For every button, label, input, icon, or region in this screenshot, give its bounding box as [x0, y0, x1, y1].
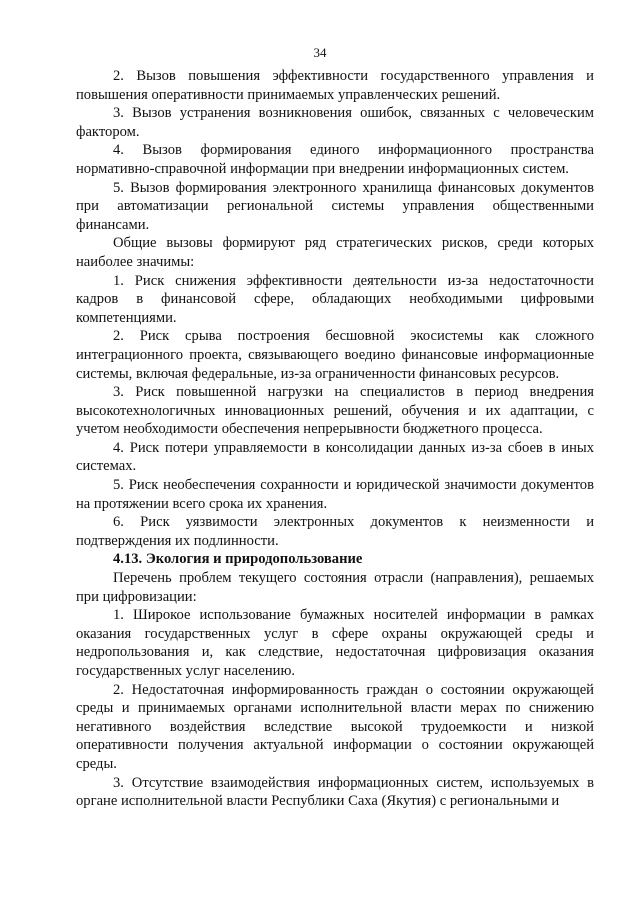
paragraph: 4. Риск потери управляемости в консолидации данных из-за сбоев в иных системах.: [76, 439, 594, 475]
paragraph: 2. Недостаточная информированность граждан о состоянии окружающей среды и принимаемых органами исполнительной власти мерах по снижению негативного воздействия вследствие высокой трудоемкости и низкой оперативности получения актуальной информации о состоянии окружающей среды.: [76, 681, 594, 772]
paragraph: Общие вызовы формируют ряд стратегических рисков, среди которых наиболее значимы:: [76, 235, 594, 270]
paragraph: 3. Отсутствие взаимодействия информационных систем, используемых в органе исполнительной власти Республики Саха (Якутия) с региональными и: [76, 774, 594, 810]
paragraph: 3. Риск повышенной нагрузки на специалистов в период внедрения высокотехнологичных инновационных решений, обучения и их адаптации, с учетом необходимости обеспечения непрерывности бюджетного процесса.: [76, 384, 594, 438]
paragraph: 6. Риск уязвимости электронных документов к неизменности и подтверждения их подлинности.: [76, 514, 594, 549]
paragraph: 1. Широкое использование бумажных носителей информации в рамках оказания государственных услуг в сфере охраны окружающей среды и недропользования и, как следствие, недостаточная цифровизация оказания государственных услуг населению.: [76, 607, 594, 679]
document-body: [76, 67, 594, 811]
paragraph: 1. Риск снижения эффективности деятельности из-за недостаточности кадров в финансовой сфере, обладающих необходимыми цифровыми компетенциями.: [76, 272, 594, 326]
section-heading: 4.13. Экология и природопользование: [113, 551, 363, 568]
paragraph: 3. Вызов устранения возникновения ошибок, связанных с человеческим фактором.: [76, 105, 594, 140]
paragraph: 2. Риск срыва построения бесшовной экосистемы как сложного интеграционного проекта, связывающего воедино финансовые информационные системы, включая федеральные, из-за ограниченности финансовых ресурсов.: [76, 328, 594, 382]
page-number: 34: [313, 45, 327, 60]
paragraph: 4. Вызов формирования единого информационного пространства нормативно-справочной информации при внедрении информационных систем.: [76, 142, 594, 177]
paragraph: Перечень проблем текущего состояния отрасли (направления), решаемых при цифровизации:: [76, 570, 594, 605]
paragraph: 5. Вызов формирования электронного хранилища финансовых документов при автоматизации региональной системы управления общественными финансами.: [76, 179, 594, 233]
paragraph: 5. Риск необеспечения сохранности и юридической значимости документов на протяжении всего срока их хранения.: [76, 477, 594, 512]
paragraph: 2. Вызов повышения эффективности государственного управления и повышения оперативности принимаемых управленческих решений.: [76, 68, 594, 103]
